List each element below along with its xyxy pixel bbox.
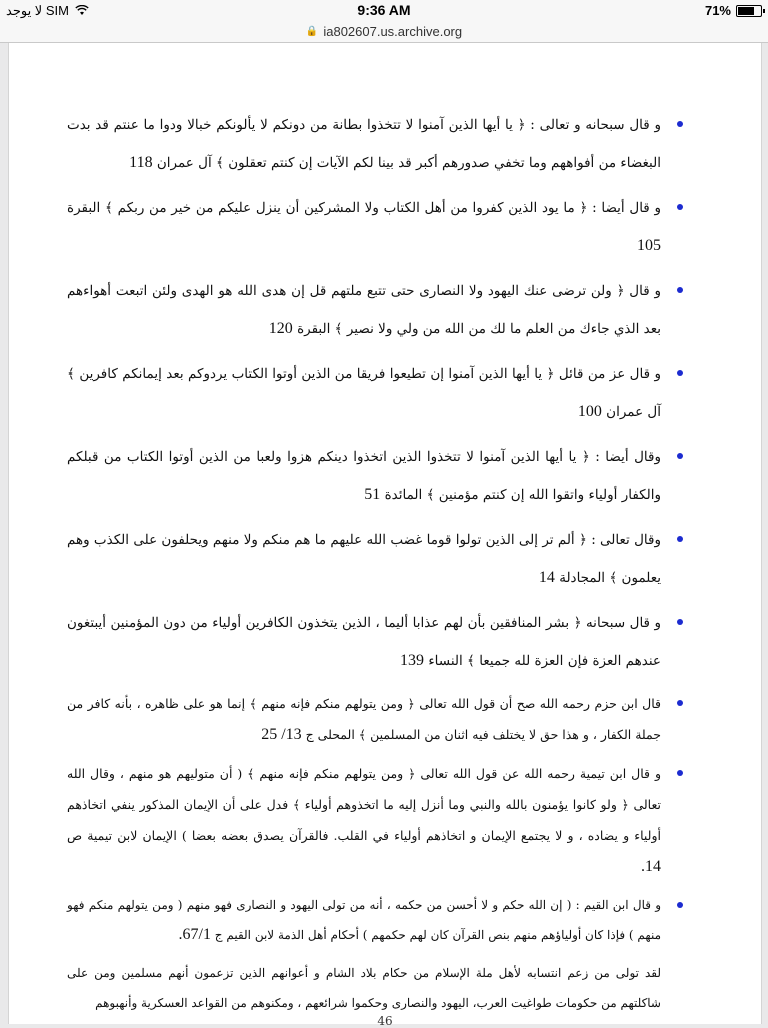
- bullet-icon: [677, 770, 683, 776]
- bullet-icon: [677, 536, 683, 542]
- paragraph-text: و قال ابن القيم : ( إن الله حكم و لا أحسن من حكمه ، أنه من تولى اليهود و النصارى فهو منهم ( ومن يتولهم منكم فهو منهم ) فإذا كان أولياؤهم منهم بنص القرآن كان لهم حكمهم ) أحكام أهل الذمة لابن القيم ج: [67, 898, 661, 942]
- verse-reference: 14: [538, 569, 555, 586]
- paragraph-text: لقد تولى من زعم انتسابه لأهل ملة الإسلام من حكام بلاد الشام و أعوانهم الذين تزعمون أنهم مسلمين ومن على شاكلتهم من حكومات طواغيت العرب، اليهود والنصارى وحكموا شرائعهم ، ومكنوهم من القواعد العسكرية وأنهبوهم: [67, 966, 661, 1010]
- document-paragraph: [67, 522, 661, 597]
- document-paragraph: [67, 273, 661, 348]
- document-paragraph: [67, 958, 661, 1018]
- battery-icon: [736, 5, 762, 17]
- document-content: [67, 107, 661, 1026]
- bullet-icon: [677, 700, 683, 706]
- document-paragraph: [67, 356, 661, 431]
- verse-reference: 14.: [641, 858, 661, 875]
- document-paragraph: [67, 190, 661, 265]
- battery-group: [705, 3, 762, 18]
- paragraph-text: و قال سبحانه ﴿ بشر المنافقين بأن لهم عذابا أليما ، الذين يتخذون الكافرين أولياء من دون المؤمنين أيبتغون عندهم العزة فإن العزة لله جميعا ﴾ النساء: [67, 615, 661, 669]
- verse-reference: 51: [364, 486, 381, 503]
- paragraph-text: وقال تعالى : ﴿ ألم تر إلى الذين تولوا قوما غضب الله عليهم ما هم منكم ولا منهم ويحلفون على الكذب وهم يعلمون ﴾ المجادلة: [67, 532, 661, 586]
- bullet-icon: [677, 453, 683, 459]
- lock-icon: 🔒: [305, 25, 319, 37]
- battery-percent: 71%: [704, 3, 731, 18]
- document-paragraph: [67, 688, 661, 750]
- document-paragraph: [67, 758, 661, 882]
- verse-reference: 13/ 25: [261, 726, 302, 743]
- paragraph-text: قال ابن حزم رحمه الله صح أن قول الله تعالى ﴿ ومن يتولهم منكم فإنه منهم ﴾ إنما هو على ظاهره ، بأنه كافر من جملة الكفار ، و هذا حق لا يختلف فيه اثنان من المسلمين ﴾ المحلى ج: [67, 696, 661, 742]
- verse-reference: 120: [268, 320, 293, 337]
- document-paragraph: [67, 107, 661, 182]
- paragraph-text: و قال عز من قائل ﴿ يا أيها الذين آمنوا إن تطيعوا فريقا من الذين أوتوا الكتاب يردوكم بعد إيمانكم كافرين ﴾ آل عمران: [67, 366, 661, 420]
- verse-reference: 100: [577, 403, 602, 420]
- status-bar: [0, 0, 768, 20]
- document-paragraph: [67, 890, 661, 950]
- verse-reference: 139: [400, 652, 425, 669]
- page-number: 46: [377, 1014, 393, 1028]
- url-text[interactable]: ia802607.us.archive.org: [323, 23, 463, 39]
- document-paragraph: [67, 439, 661, 514]
- paragraph-text: و قال أيضا : ﴿ ما يود الذين كفروا من أهل الكتاب ولا المشركين أن ينزل عليكم من خير من ربكم ﴾ البقرة: [67, 200, 661, 216]
- paragraph-text: و قال ابن تيمية رحمه الله عن قول الله تعالى ﴿ ومن يتولهم منكم فإنه منهم ﴾ ( أن متوليهم هو منهم ، وقال الله تعالى ﴿ ولو كانوا يؤمنون بالله والنبي وما أنزل إليه ما اتخذوهم أولياء ﴾ فدل على أن الإيمان المذكور ينفي اتخاذهم أولياء و يضاده ، و لا يجتمع الإيمان و اتخاذهم أولياء في القلب. فالقرآن يصدق بعضه بعضا ) الإيمان لابن تيمية ص: [67, 766, 661, 843]
- document-page: [8, 43, 762, 1028]
- verse-reference: 118: [129, 154, 153, 171]
- verse-reference: 67/1.: [178, 926, 211, 943]
- bullet-icon: [677, 121, 683, 127]
- bullet-icon: [677, 370, 683, 376]
- verse-reference: 105: [637, 237, 661, 254]
- bullet-icon: [677, 619, 683, 625]
- paragraph-text: و قال ﴿ ولن ترضى عنك اليهود ولا النصارى حتى تتبع ملتهم قل إن هدى الله هو الهدى ولئن اتبعت أهواءهم بعد الذي جاءك من العلم ما لك من الله من ولي ولا نصير ﴾ البقرة: [67, 283, 661, 337]
- bullet-icon: [677, 902, 683, 908]
- carrier-label: لا يوجد SIM: [6, 3, 69, 18]
- battery-fill: [738, 7, 754, 15]
- paragraph-text: و قال سبحانه و تعالى : ﴿ يا أيها الذين آمنوا لا تتخذوا بطانة من دونكم لا يألونكم خبالا ودوا ما عنتم قد بدت البغضاء من أفواههم وما تخفي صدورهم أكبر قد بينا لكم الآيات إن كنتم تعقلون ﴾ آل عمران: [67, 117, 661, 171]
- status-time: 9:36 AM: [357, 2, 411, 18]
- paragraph-text: وقال أيضا : ﴿ يا أيها الذين آمنوا لا تتخذوا الذين اتخذوا دينكم هزوا ولعبا من الذين أوتوا الكتاب من قبلكم والكفار أولياء واتقوا الله إن كنتم مؤمنين ﴾ المائدة: [67, 449, 661, 503]
- document-paragraph: [67, 605, 661, 680]
- address-bar[interactable]: [0, 20, 768, 43]
- bullet-icon: [677, 287, 683, 293]
- bullet-icon: [677, 204, 683, 210]
